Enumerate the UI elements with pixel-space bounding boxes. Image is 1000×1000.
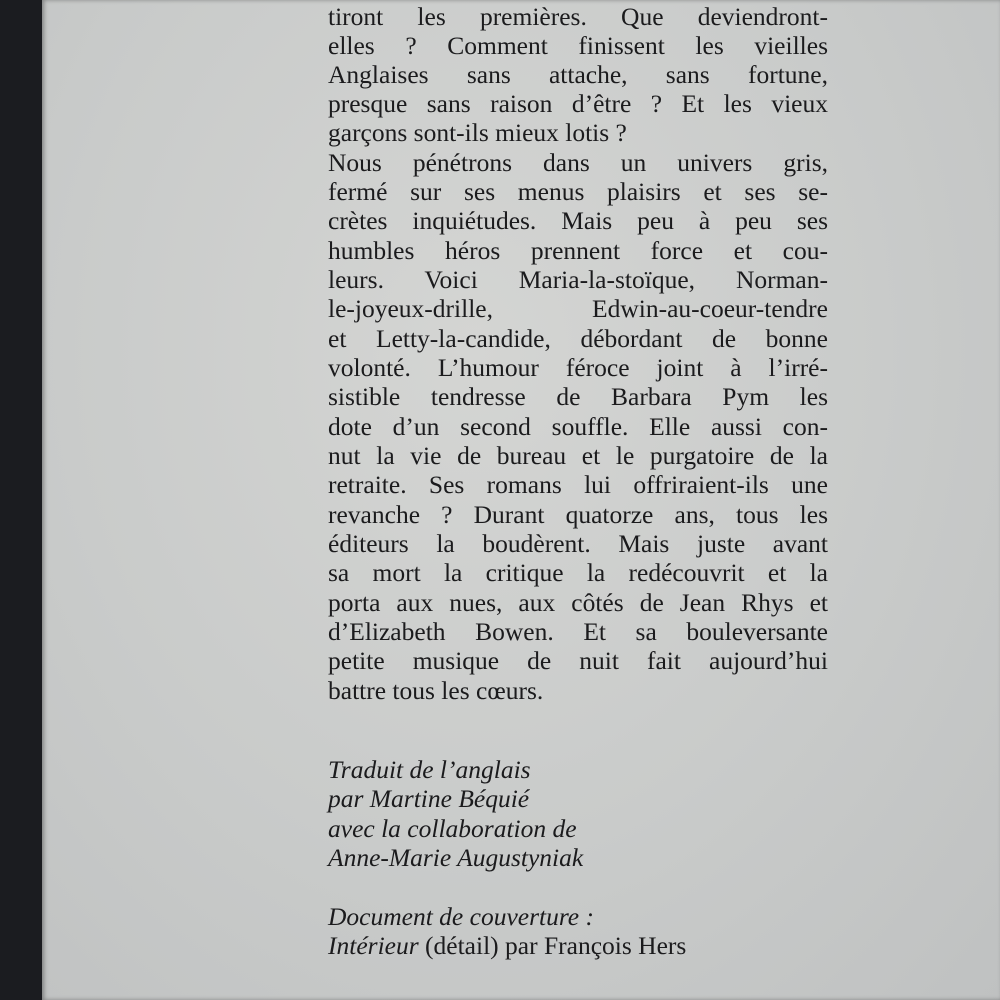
text-line: leurs. Voici Maria-la-stoïque, Norman- — [328, 265, 828, 294]
text-line: presque sans raison d’être ? Et les vieux — [328, 89, 828, 118]
translation-credit-line: Traduit de l’anglais — [328, 755, 531, 784]
text-line: Nous pénétrons dans un univers gris, — [328, 148, 828, 177]
text-line: petite musique de nuit fait aujourd’hui — [328, 646, 828, 675]
text-line: volonté. L’humour féroce joint à l’irré- — [328, 353, 828, 382]
text-line: sistible tendresse de Barbara Pym les — [328, 382, 828, 411]
text-line: porta aux nues, aux côtés de Jean Rhys et — [328, 588, 828, 617]
text-line: garçons sont-ils mieux lotis ? — [328, 118, 627, 147]
text-line: battre tous les cœurs. — [328, 676, 544, 705]
text-line: et Letty-la-candide, débordant de bonne — [328, 324, 828, 353]
text-line: Anglaises sans attache, sans fortune, — [328, 60, 828, 89]
text-line: dote d’un second souffle. Elle aussi con- — [328, 412, 828, 441]
text-line: éditeurs la boudèrent. Mais juste avant — [328, 529, 828, 558]
text-line: sa mort la critique la redécouvrit et la — [328, 558, 828, 587]
text-line: d’Elizabeth Bowen. Et sa bouleversante — [328, 617, 828, 646]
translation-credit-line: avec la collaboration de — [328, 814, 577, 843]
text-line: humbles héros prennent force et cou- — [328, 236, 828, 265]
text-line: tiront les premières. Que deviendront- — [328, 2, 828, 31]
text-line: retraite. Ses romans lui offriraient-ils une — [328, 470, 828, 499]
cover-credit-heading: Document de couverture : — [328, 902, 594, 931]
text-line: revanche ? Durant quatorze ans, tous les — [328, 500, 828, 529]
text-line: fermé sur ses menus plaisirs et ses se- — [328, 177, 828, 206]
cover-artwork-detail: (détail) par François Hers — [425, 931, 687, 960]
text-line: crètes inquiétudes. Mais peu à peu ses — [328, 206, 828, 235]
text-line: le-joyeux-drille, Edwin-au-coeur-tendre — [328, 294, 828, 323]
cover-credit-detail-line — [328, 931, 686, 961]
translation-credit-line: par Martine Béquié — [328, 784, 530, 813]
text-line: nut la vie de bureau et le purgatoire de la — [328, 441, 828, 470]
translation-credit-line: Anne-Marie Augustyniak — [328, 843, 584, 872]
cover-artwork-title: Intérieur — [328, 931, 419, 960]
book-back-cover — [42, 0, 1000, 1000]
text-line: elles ? Comment finissent les vieilles — [328, 31, 828, 60]
